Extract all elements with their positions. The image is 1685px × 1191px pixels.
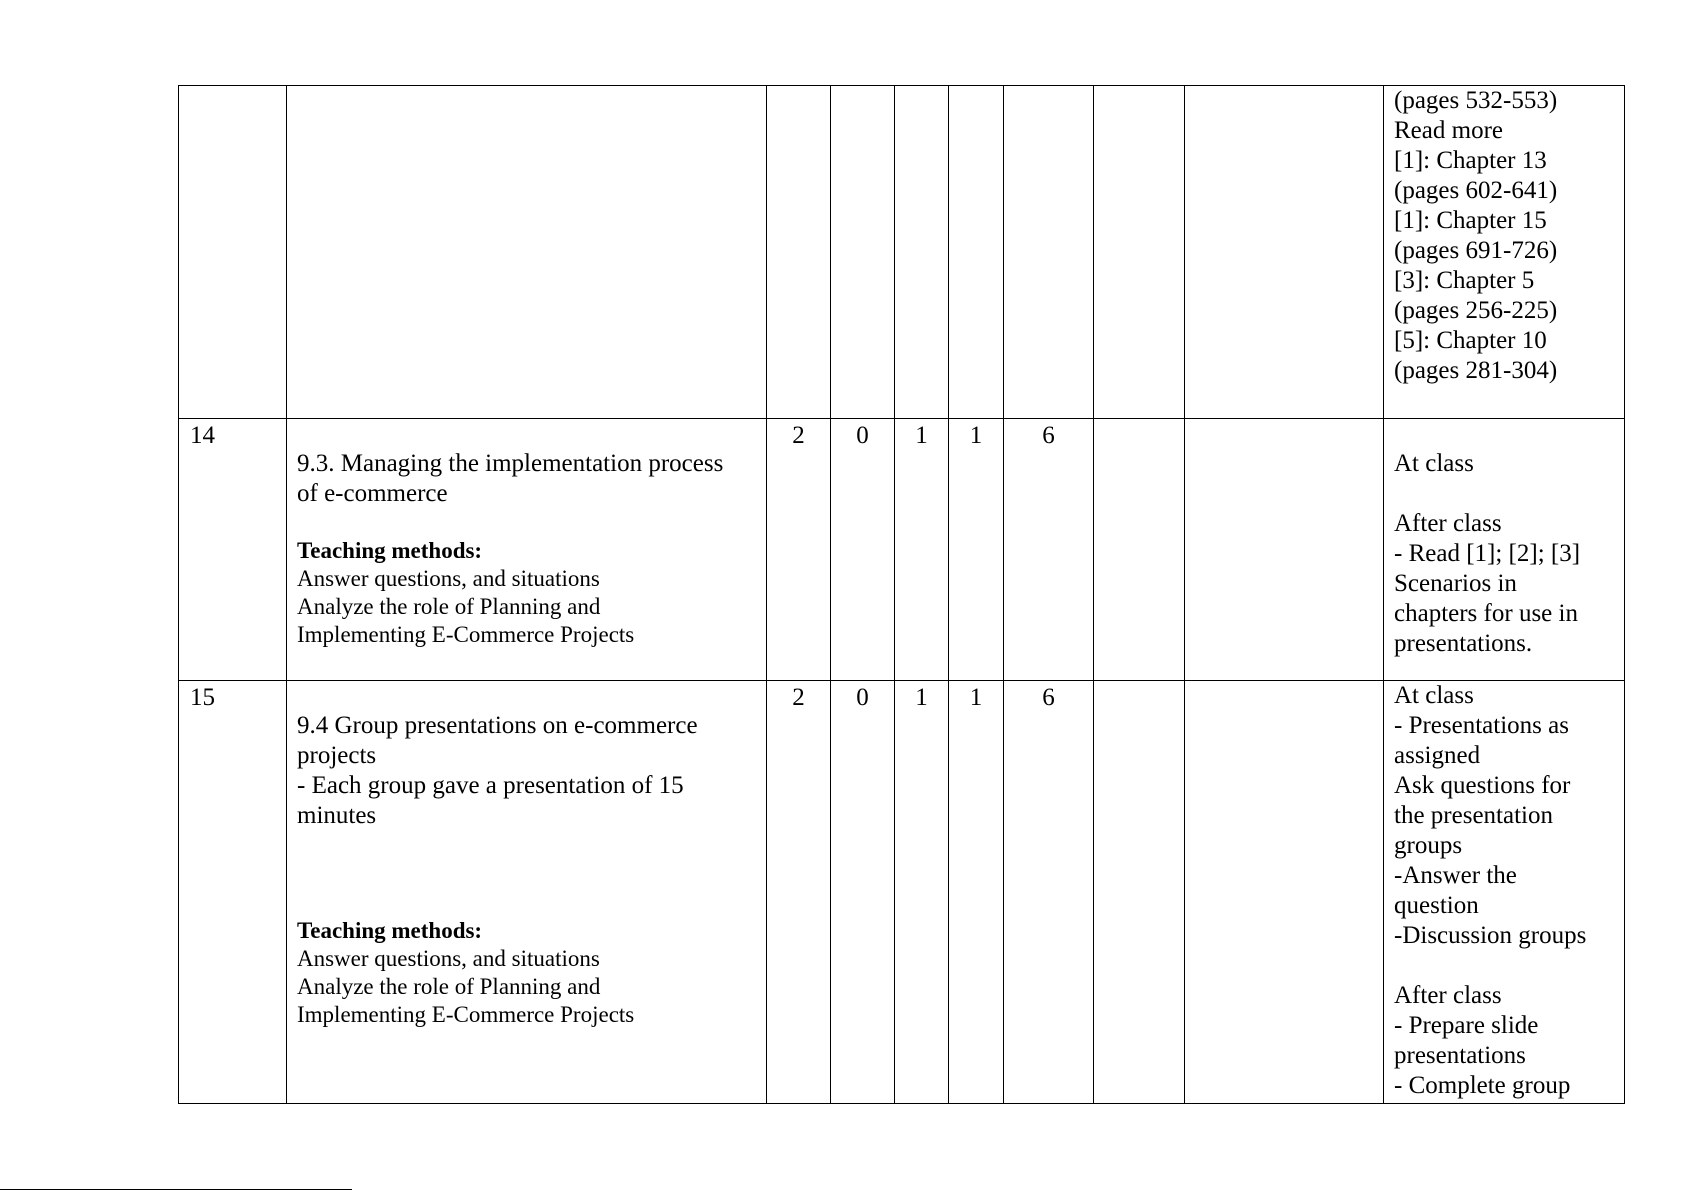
activities-cell bbox=[1384, 419, 1625, 681]
activity-line: Ask questions for bbox=[1394, 772, 1571, 799]
empty-cell bbox=[1185, 86, 1384, 419]
ref-line: (pages 602-641) bbox=[1394, 177, 1558, 204]
content-cell bbox=[287, 681, 767, 1104]
topic-line: minutes bbox=[297, 802, 377, 829]
hours-cell bbox=[767, 86, 831, 419]
activity-line: Scenarios in bbox=[1394, 570, 1517, 597]
teaching-method-line: Answer questions, and situations bbox=[297, 566, 600, 591]
activity-line: groups bbox=[1394, 832, 1463, 859]
hours-cell bbox=[895, 86, 949, 419]
hours-value: 6 bbox=[1004, 419, 1094, 681]
hours-value: 1 bbox=[895, 419, 949, 681]
hours-value: 2 bbox=[767, 419, 831, 681]
teaching-methods-heading: Teaching methods: bbox=[297, 538, 483, 563]
table-row bbox=[179, 86, 1625, 419]
hours-cell bbox=[831, 86, 895, 419]
teaching-method-line: Analyze the role of Planning and bbox=[297, 594, 601, 619]
activity-line: chapters for use in bbox=[1394, 600, 1578, 627]
ref-line: [1]: Chapter 13 bbox=[1394, 147, 1547, 174]
content-cell bbox=[287, 419, 767, 681]
hours-value: 1 bbox=[949, 419, 1004, 681]
course-schedule-table bbox=[178, 85, 1625, 1104]
ref-line: (pages 281-304) bbox=[1394, 357, 1558, 384]
topic-line: projects bbox=[297, 742, 377, 769]
topic-title bbox=[297, 449, 756, 509]
topic-line: 9.4 Group presentations on e-commerce bbox=[297, 712, 698, 739]
activity-line: - Prepare slide bbox=[1394, 1012, 1539, 1039]
activity-line: assigned bbox=[1394, 742, 1481, 769]
topic-line: - Each group gave a presentation of 15 bbox=[297, 772, 684, 799]
hours-value: 0 bbox=[831, 419, 895, 681]
hours-value: 1 bbox=[895, 681, 949, 1104]
ref-line: [1]: Chapter 15 bbox=[1394, 207, 1547, 234]
activity-line: - Complete group bbox=[1394, 1072, 1571, 1099]
ref-line: (pages 691-726) bbox=[1394, 237, 1558, 264]
hours-cell bbox=[1004, 86, 1094, 419]
ref-line: (pages 256-225) bbox=[1394, 297, 1558, 324]
hours-value: 6 bbox=[1004, 681, 1094, 1104]
hours-cell bbox=[949, 86, 1004, 419]
activity-line: -Answer the bbox=[1394, 862, 1517, 889]
activity-line: At class bbox=[1394, 450, 1474, 477]
activity-line: After class bbox=[1394, 510, 1502, 537]
topic-line: of e-commerce bbox=[297, 480, 448, 507]
activity-line: -Discussion groups bbox=[1394, 922, 1587, 949]
teaching-methods-heading: Teaching methods: bbox=[297, 918, 483, 943]
teaching-method-line: Implementing E-Commerce Projects bbox=[297, 1002, 635, 1027]
activities-cell bbox=[1384, 681, 1625, 1104]
table-row bbox=[179, 419, 1625, 681]
ref-line: [5]: Chapter 10 bbox=[1394, 327, 1547, 354]
week-number: 15 bbox=[179, 681, 287, 1104]
week-cell bbox=[179, 86, 287, 419]
table-row bbox=[179, 681, 1625, 1104]
empty-cell bbox=[1094, 86, 1185, 419]
week-number: 14 bbox=[179, 419, 287, 681]
teaching-method-line: Analyze the role of Planning and bbox=[297, 974, 601, 999]
activity-line: presentations. bbox=[1394, 630, 1533, 657]
footnote-separator bbox=[0, 1189, 352, 1190]
empty-cell bbox=[1185, 681, 1384, 1104]
activities-cell bbox=[1384, 86, 1625, 419]
activity-line: At class bbox=[1394, 682, 1474, 709]
hours-value: 2 bbox=[767, 681, 831, 1104]
teaching-method-line: Answer questions, and situations bbox=[297, 946, 600, 971]
activity-line: the presentation bbox=[1394, 802, 1553, 829]
empty-cell bbox=[1094, 419, 1185, 681]
activity-line: presentations bbox=[1394, 1042, 1526, 1069]
hours-value: 1 bbox=[949, 681, 1004, 1104]
hours-value: 0 bbox=[831, 681, 895, 1104]
teaching-method-line: Implementing E-Commerce Projects bbox=[297, 622, 635, 647]
ref-line: (pages 532-553) bbox=[1394, 87, 1558, 114]
empty-cell bbox=[1185, 419, 1384, 681]
empty-cell bbox=[1094, 681, 1185, 1104]
ref-line: [3]: Chapter 5 bbox=[1394, 267, 1535, 294]
content-cell bbox=[287, 86, 767, 419]
activity-line: question bbox=[1394, 892, 1479, 919]
topic-title bbox=[297, 711, 756, 831]
activity-line: - Read [1]; [2]; [3] bbox=[1394, 540, 1581, 567]
activity-line: - Presentations as bbox=[1394, 712, 1569, 739]
topic-line: 9.3. Managing the implementation process bbox=[297, 450, 724, 477]
ref-line: Read more bbox=[1394, 117, 1503, 144]
activity-line: After class bbox=[1394, 982, 1502, 1009]
